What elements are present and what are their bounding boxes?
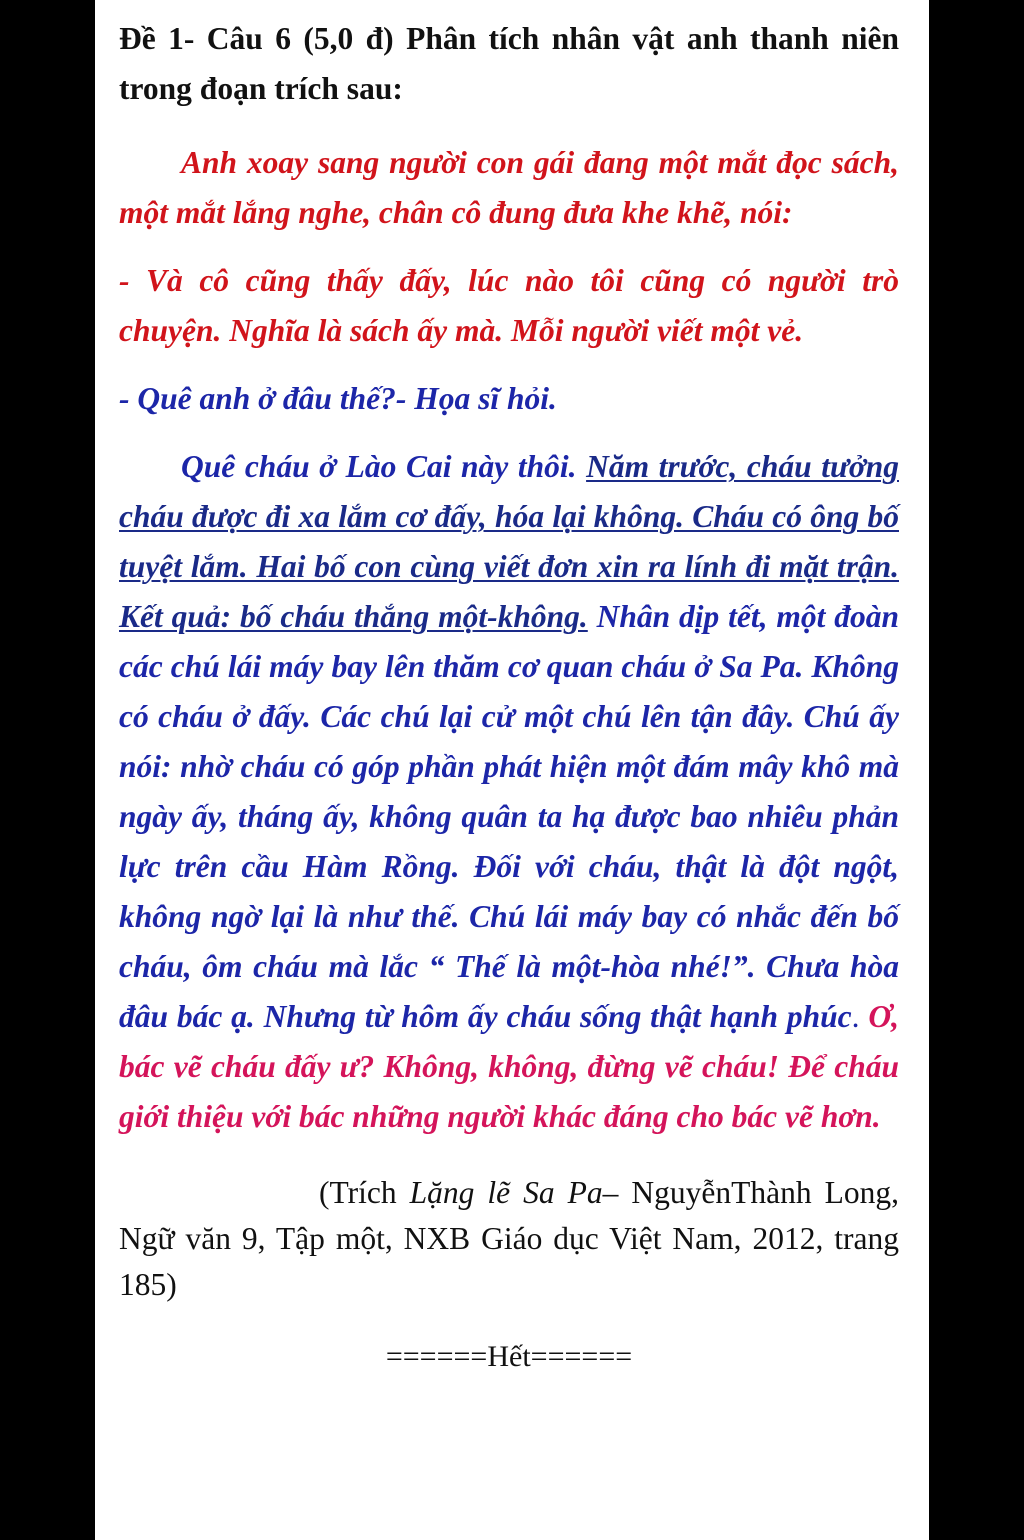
excerpt-paragraph-2: - Và cô cũng thấy đấy, lúc nào tôi cũng có người trò chuyện. Nghĩa là sách ấy mà. Mỗi người viết một vẻ.	[119, 263, 899, 348]
question-text: Phân tích nhân vật anh thanh niên trong đoạn trích sau:	[119, 21, 899, 106]
document-content	[119, 14, 899, 1382]
excerpt-period: .	[851, 999, 869, 1034]
citation-title: Lặng lẽ Sa Pa	[409, 1175, 603, 1210]
excerpt-underlined-passage: Năm trước, cháu tưởng cháu được đi xa lắm cơ đấy, hóa lại không. Cháu có ông bố tuyệt lắm. Hai bố con cùng viết đơn xin ra lính đi mặt trận. Kết quả: bố cháu thắng một-không.	[119, 449, 899, 634]
excerpt-paragraph-1: Anh xoay sang người con gái đang một mắt đọc sách, một mắt lắng nghe, chân cô đung đưa khe khẽ, nói:	[119, 145, 899, 230]
excerpt-middle: Nhân dịp tết, một đoàn các chú lái máy bay lên thăm cơ quan cháu ở Sa Pa. Không có cháu ở đấy. Các chú lại cử một chú lên tận đây. Chú ấy nói: nhờ cháu có góp phần phát hiện một đám mây khô mà ngày ấy, tháng ấy, không quân ta hạ được bao nhiêu phản lực trên cầu Hàm Rồng. Đối với cháu, thật là đột ngột, không ngờ lại là như thế. Chú lái máy bay có nhắc đến bố cháu, ôm cháu mà lắc “ Thế là một-hòa nhé!”. Chưa hòa đâu bác ạ. Nhưng từ hôm ấy cháu sống thật hạnh phúc	[119, 599, 900, 1034]
excerpt-paragraph-3: - Quê anh ở đâu thế?- Họa sĩ hỏi.	[119, 381, 557, 416]
document-page	[95, 0, 929, 1540]
question-heading	[119, 14, 899, 114]
excerpt-paragraph-4	[119, 442, 899, 1142]
question-label: Đề 1- Câu 6 (5,0 đ)	[119, 21, 394, 56]
citation-author: – NguyễnThành Long, Ngữ văn 9, Tập một, NXB Giáo dục Việt Nam, 2012, trang 185)	[119, 1175, 899, 1302]
end-marker: ======Hết======	[385, 1340, 633, 1373]
citation	[119, 1170, 899, 1308]
excerpt-tail: Ơ, bác vẽ cháu đấy ư? Không, không, đừng vẽ cháu! Để cháu giới thiệu với bác những người khác đáng cho bác vẽ hơn.	[119, 999, 899, 1134]
citation-prefix: (Trích	[319, 1175, 410, 1210]
excerpt-lead: Quê cháu ở Lào Cai này thôi.	[181, 449, 587, 484]
